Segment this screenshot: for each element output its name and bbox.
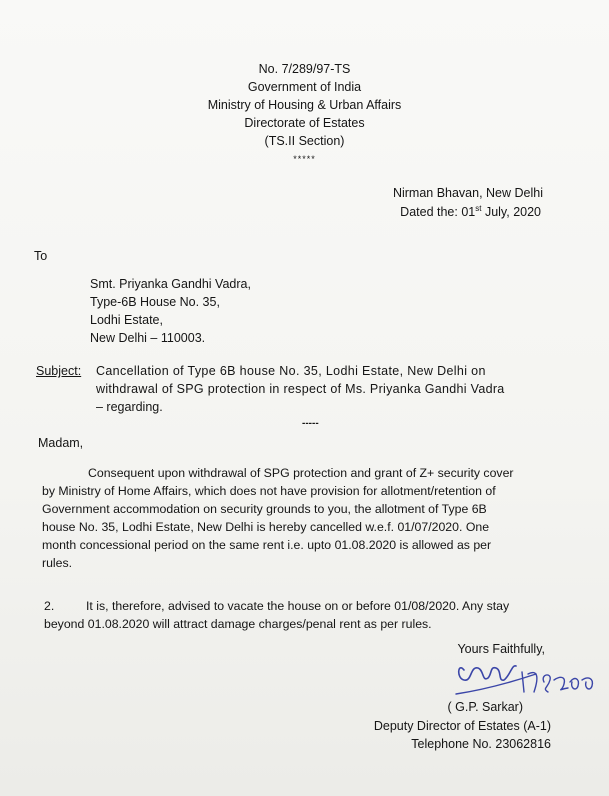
ministry-title: Ministry of Housing & Urban Affairs <box>207 98 402 112</box>
to-label: To <box>34 249 48 263</box>
subject-line-3: – regarding. <box>96 400 163 414</box>
addressee-city: New Delhi – 110003. <box>90 331 206 345</box>
handwritten-signature <box>452 652 602 702</box>
yours-faithfully: Yours Faithfully, <box>457 642 545 656</box>
dated-line <box>400 205 541 220</box>
dated-prefix: Dated the: 01 <box>400 205 476 219</box>
subject-dashes: ----- <box>302 418 319 429</box>
para1-line-1: Consequent upon withdrawal of SPG protection and grant of Z+ security cover <box>88 466 514 480</box>
header-stars: ***** <box>293 154 316 164</box>
dated-suffix: July, 2020 <box>481 205 541 219</box>
salutation: Madam, <box>38 436 84 450</box>
dated-sup: st <box>475 203 482 213</box>
signatory-telephone: Telephone No. 23062816 <box>411 737 551 751</box>
para2-line-2: beyond 01.08.2020 will attract damage charges/penal rent as per rules. <box>44 617 432 631</box>
addressee-name: Smt. Priyanka Gandhi Vadra, <box>90 277 251 291</box>
signatory-designation: Deputy Director of Estates (A-1) <box>373 719 551 733</box>
para1-line-4: house No. 35, Lodhi Estate, New Delhi is hereby cancelled w.e.f. 01/07/2020. One <box>42 520 490 534</box>
subject-line-2: withdrawal of SPG protection in respect of Ms. Priyanka Gandhi Vadra <box>96 382 505 396</box>
para2-number: 2. <box>44 599 55 613</box>
subject-line-1: Cancellation of Type 6B house No. 35, Lodhi Estate, New Delhi on <box>96 364 486 378</box>
section-title: (TS.II Section) <box>264 134 345 148</box>
para2-line-1: It is, therefore, advised to vacate the house on or before 01/08/2020. Any stay <box>86 599 510 613</box>
file-number: No. 7/289/97-TS <box>258 62 351 76</box>
para1-line-6: rules. <box>42 556 73 570</box>
directorate-title: Directorate of Estates <box>244 116 365 130</box>
addressee-estate: Lodhi Estate, <box>90 313 163 327</box>
signatory-name: ( G.P. Sarkar) <box>447 700 523 714</box>
para1-line-2: by Ministry of Home Affairs, which does not have provision for allotment/retention of <box>42 484 496 498</box>
place: Nirman Bhavan, New Delhi <box>392 186 543 200</box>
addressee-house: Type-6B House No. 35, <box>90 295 220 309</box>
government-title: Government of India <box>247 80 362 94</box>
para1-line-3: Government accommodation on security grounds to you, the allotment of Type 6B <box>42 502 487 516</box>
subject-label: Subject: <box>36 364 82 378</box>
para1-line-5: month concessional period on the same rent i.e. upto 01.08.2020 is allowed as per <box>42 538 492 552</box>
